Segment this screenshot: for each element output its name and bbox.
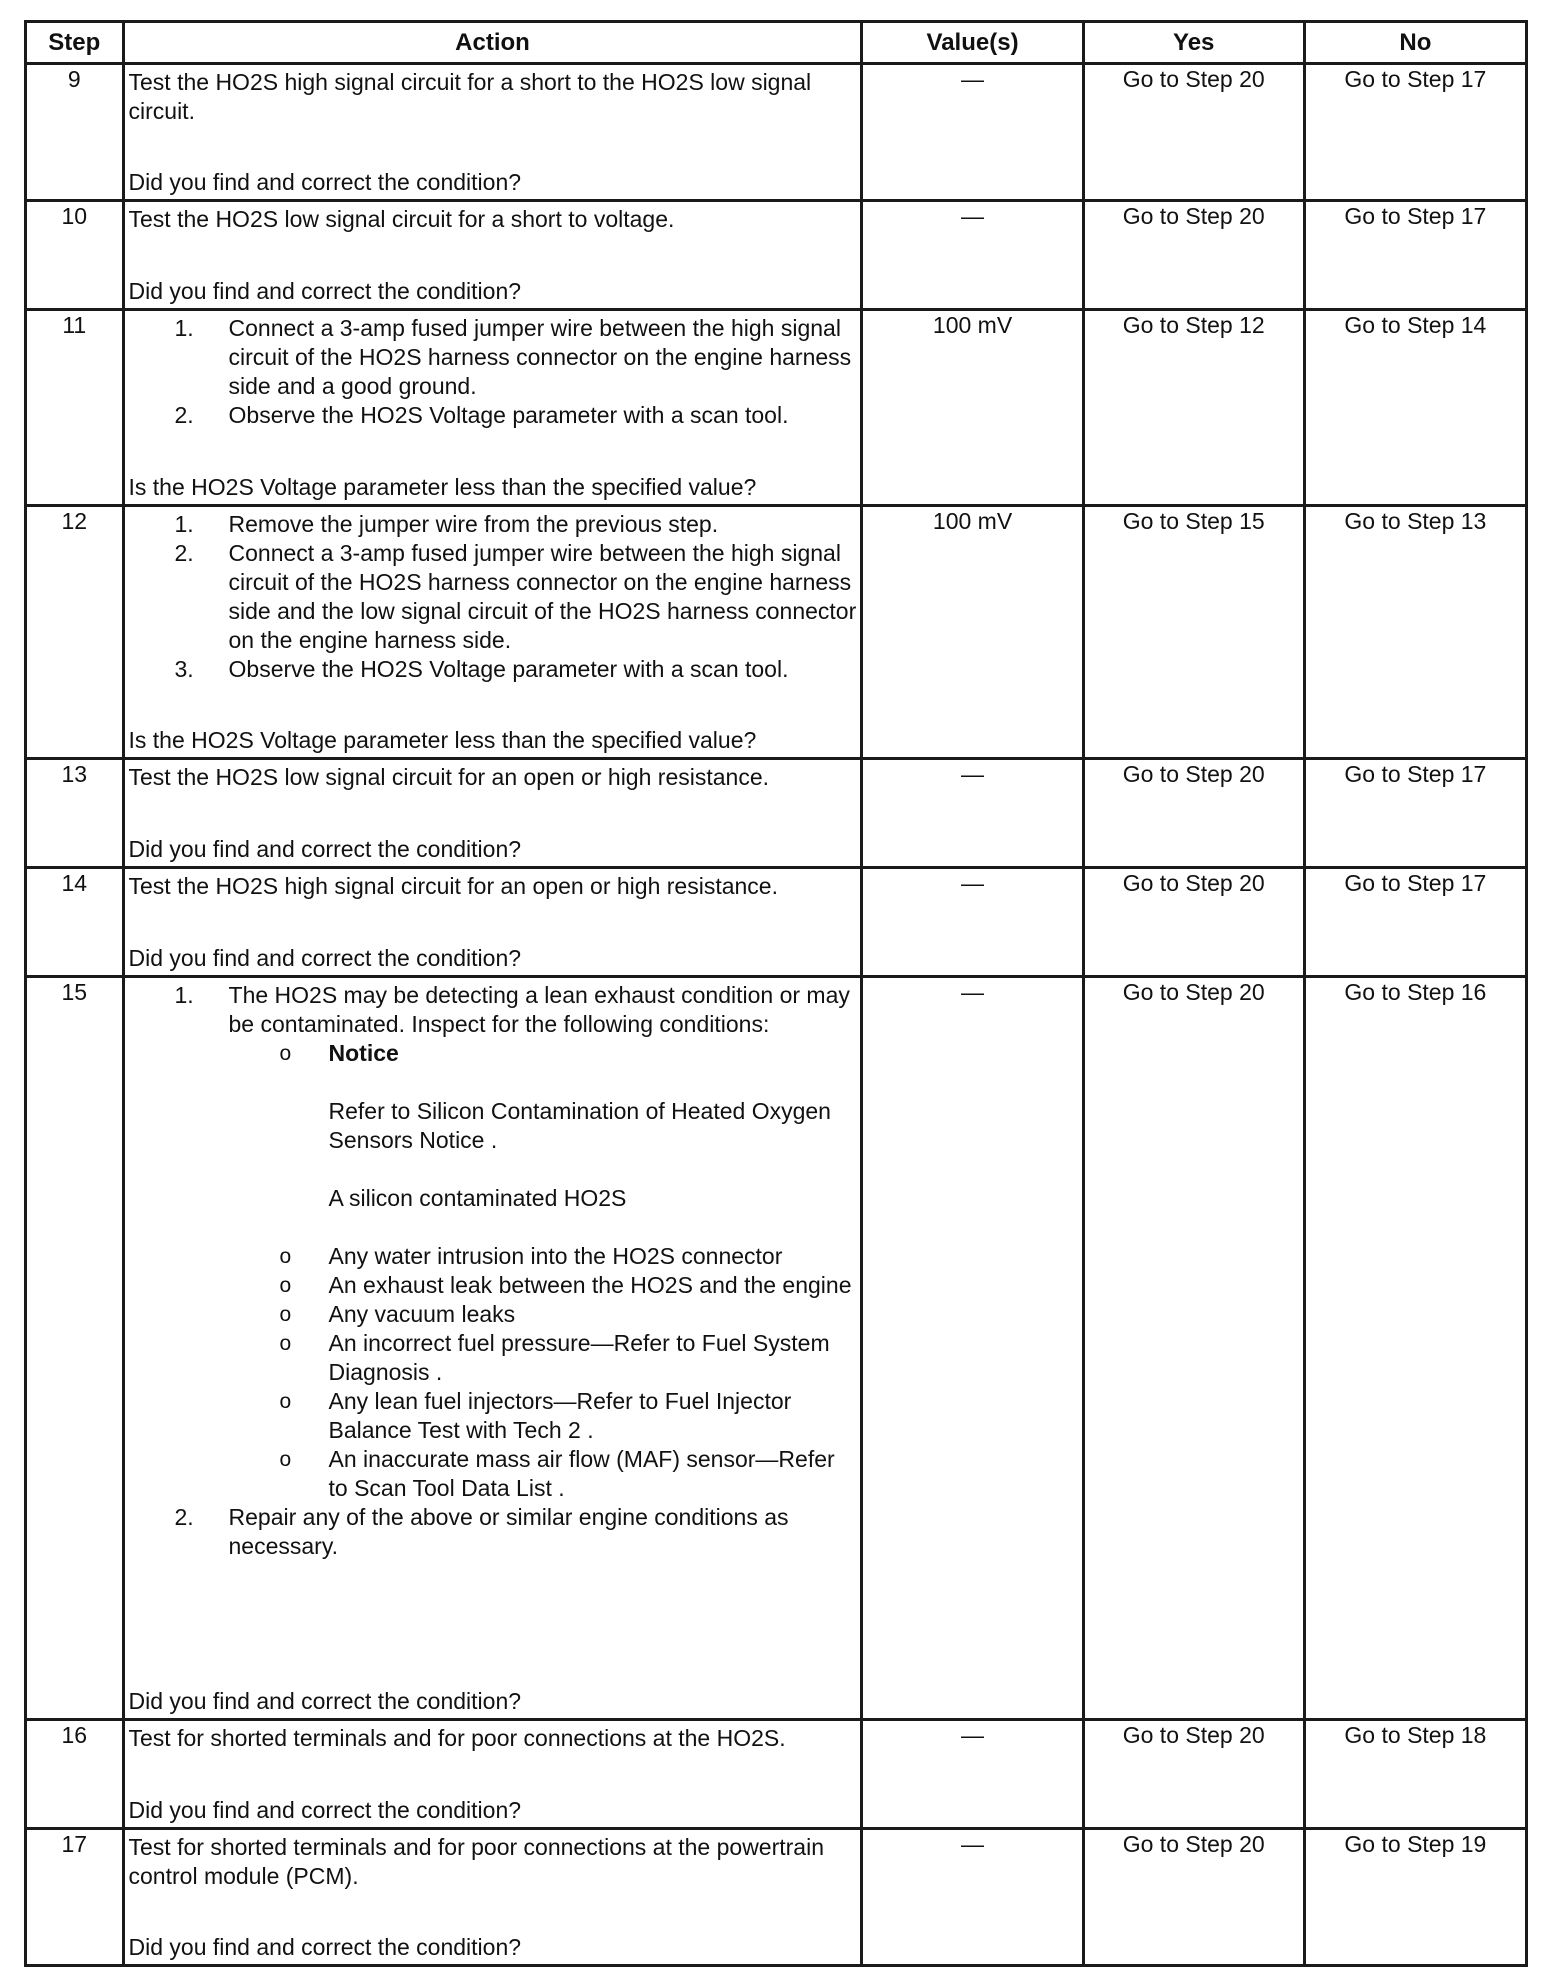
yes-cell: Go to Step 20	[1083, 1720, 1304, 1829]
yes-cell: Go to Step 20	[1083, 759, 1304, 868]
bullet-icon: o	[279, 1245, 292, 1268]
notice-reference: Refer to Silicon Contamination of Heated Oxygen Sensors Notice .	[328, 1098, 831, 1153]
bullet-icon: o	[279, 1303, 292, 1326]
bullet-icon: o	[279, 1274, 292, 1297]
table-row	[26, 64, 1527, 201]
list-item: 2. Observe the HO2S Voltage parameter with a scan tool.	[174, 402, 789, 428]
sub-list	[229, 1039, 857, 1503]
action-text: Test for shorted terminals and for poor connections at the powertrain control module (PCM).	[128, 1834, 824, 1889]
step-number: 17	[26, 1829, 124, 1966]
list-item: 3. Observe the HO2S Voltage parameter with a scan tool.	[174, 656, 789, 682]
table-row	[26, 868, 1527, 977]
action-question: Did you find and correct the condition?	[128, 278, 522, 304]
yes-cell: Go to Step 15	[1083, 506, 1304, 759]
action-text: Test the HO2S high signal circuit for an open or high resistance.	[128, 873, 778, 899]
notice-text: A silicon contaminated HO2S	[328, 1185, 627, 1211]
table-row	[26, 506, 1527, 759]
no-cell: Go to Step 17	[1304, 64, 1526, 201]
no-cell: Go to Step 18	[1304, 1720, 1526, 1829]
action-question: Did you find and correct the condition?	[128, 1797, 522, 1823]
table-row	[26, 1720, 1527, 1829]
step-number: 13	[26, 759, 124, 868]
header-action: Action	[123, 22, 862, 64]
header-yes: Yes	[1083, 22, 1304, 64]
value-cell: 100 mV	[862, 310, 1083, 506]
value-cell: —	[862, 64, 1083, 201]
list-item: 1. Remove the jumper wire from the previous step.	[174, 511, 719, 537]
sub-list-item: o Any lean fuel injectors—Refer to Fuel Injector Balance Test with Tech 2 .	[279, 1388, 792, 1443]
action-cell	[123, 1720, 862, 1829]
action-cell	[123, 506, 862, 759]
bullet-icon: o	[279, 1390, 292, 1413]
no-cell: Go to Step 14	[1304, 310, 1526, 506]
table-row	[26, 1829, 1527, 1966]
action-cell	[123, 64, 862, 201]
step-number: 15	[26, 977, 124, 1720]
action-question: Did you find and correct the condition?	[128, 1688, 522, 1714]
no-cell: Go to Step 13	[1304, 506, 1526, 759]
header-values: Value(s)	[862, 22, 1083, 64]
sub-list-item: o An incorrect fuel pressure—Refer to Fuel System Diagnosis .	[279, 1330, 830, 1385]
yes-cell: Go to Step 20	[1083, 868, 1304, 977]
action-cell	[123, 759, 862, 868]
action-cell	[123, 977, 862, 1720]
action-text: Test the HO2S low signal circuit for an open or high resistance.	[128, 764, 770, 790]
value-cell: —	[862, 977, 1083, 1720]
notice-item	[229, 1039, 857, 1213]
table-row	[26, 759, 1527, 868]
table-row	[26, 201, 1527, 310]
action-question: Did you find and correct the condition?	[128, 169, 522, 195]
action-text: Test for shorted terminals and for poor connections at the HO2S.	[128, 1725, 786, 1751]
value-cell: —	[862, 1720, 1083, 1829]
sub-list-item: o Any water intrusion into the HO2S connector	[279, 1243, 783, 1269]
header-no: No	[1304, 22, 1526, 64]
step-number: 9	[26, 64, 124, 201]
value-cell: —	[862, 1829, 1083, 1966]
list-item: 1. The HO2S may be detecting a lean exhaust condition or may be contaminated. Inspect for the following conditions: o Notice Refer to Silicon Contamination of Heated Oxygen Sensors Notice . A silicon contaminated HO2S o Any water intrusion into the HO2S connector o An exhaust leak between the HO2S and the engine o Any vacuum leaks o An incorrect fuel pressure—Refer to Fuel System Diagnosis . o Any lean fuel injectors—Refer to Fuel Injector Balance Test with Tech 2 . o An inaccurate mass air flow (MAF) sensor—Refer to Scan Tool Data List .	[129, 981, 857, 1503]
action-text: Test the HO2S high signal circuit for a short to the HO2S low signal circuit.	[128, 69, 812, 124]
no-cell: Go to Step 19	[1304, 1829, 1526, 1966]
bullet-icon: o	[279, 1448, 292, 1471]
step-number: 10	[26, 201, 124, 310]
table-row	[26, 310, 1527, 506]
value-cell: —	[862, 868, 1083, 977]
no-cell: Go to Step 17	[1304, 759, 1526, 868]
value-cell: —	[862, 201, 1083, 310]
action-question: Did you find and correct the condition?	[128, 945, 522, 971]
action-cell	[123, 310, 862, 506]
yes-cell: Go to Step 20	[1083, 1829, 1304, 1966]
action-question: Is the HO2S Voltage parameter less than the specified value?	[128, 474, 757, 500]
step-number: 16	[26, 1720, 124, 1829]
yes-cell: Go to Step 20	[1083, 201, 1304, 310]
no-cell: Go to Step 17	[1304, 868, 1526, 977]
numbered-list	[129, 510, 857, 684]
bullet-icon: o	[279, 1042, 292, 1065]
step-number: 14	[26, 868, 124, 977]
action-text: Test the HO2S low signal circuit for a short to voltage.	[128, 206, 675, 232]
list-item: 2. Connect a 3-amp fused jumper wire between the high signal circuit of the HO2S harness connector on the engine harness side and the low signal circuit of the HO2S harness connector on the engine harness side.	[174, 540, 857, 653]
header-step: Step	[26, 22, 124, 64]
no-cell: Go to Step 16	[1304, 977, 1526, 1720]
action-question: Is the HO2S Voltage parameter less than the specified value?	[128, 727, 757, 753]
action-cell	[123, 868, 862, 977]
step-number: 11	[26, 310, 124, 506]
notice-title: Notice	[328, 1040, 399, 1066]
action-question: Did you find and correct the condition?	[128, 1934, 522, 1960]
action-question: Did you find and correct the condition?	[128, 836, 522, 862]
bullet-icon: o	[279, 1332, 292, 1355]
step-number: 12	[26, 506, 124, 759]
no-cell: Go to Step 17	[1304, 201, 1526, 310]
value-cell: 100 mV	[862, 506, 1083, 759]
list-item: 2. Repair any of the above or similar engine conditions as necessary.	[174, 1504, 789, 1559]
yes-cell: Go to Step 12	[1083, 310, 1304, 506]
yes-cell: Go to Step 20	[1083, 977, 1304, 1720]
list-item: 1. Connect a 3-amp fused jumper wire between the high signal circuit of the HO2S harness connector on the engine harness side and a good ground.	[174, 315, 852, 399]
diagnostic-table	[24, 20, 1528, 1967]
sub-list-item: o Any vacuum leaks	[279, 1301, 516, 1327]
sub-list-item: o An inaccurate mass air flow (MAF) sensor—Refer to Scan Tool Data List .	[279, 1446, 835, 1501]
action-cell	[123, 1829, 862, 1966]
numbered-list	[129, 981, 857, 1561]
table-row	[26, 977, 1527, 1720]
sub-list-item: o An exhaust leak between the HO2S and the engine	[279, 1272, 852, 1298]
action-cell	[123, 201, 862, 310]
yes-cell: Go to Step 20	[1083, 64, 1304, 201]
numbered-list	[129, 314, 857, 430]
header-row	[26, 22, 1527, 64]
value-cell: —	[862, 759, 1083, 868]
